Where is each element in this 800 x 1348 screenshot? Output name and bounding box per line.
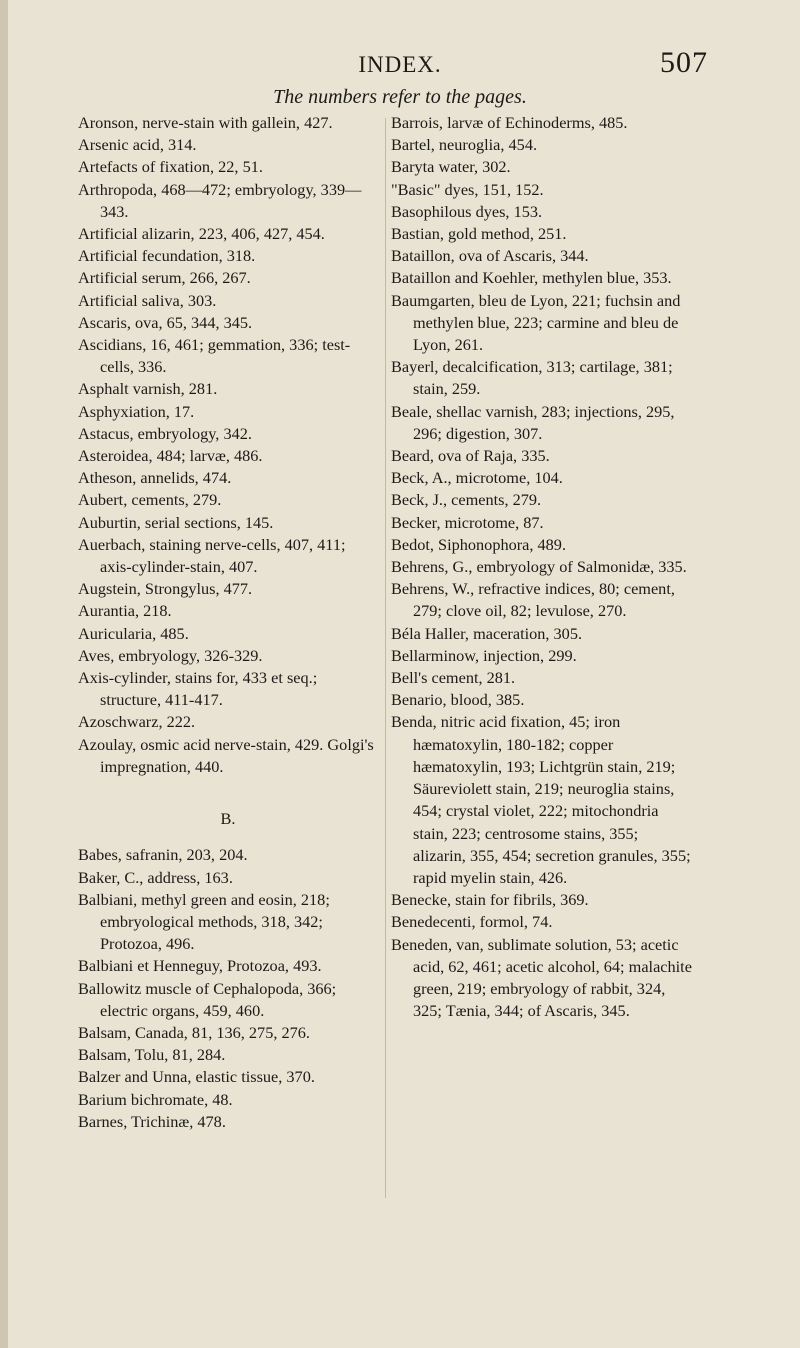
page-edge-shadow: [0, 0, 8, 1348]
index-entry: Auburtin, serial sections, 145.: [78, 512, 274, 532]
index-entry: Bartel, neuroglia, 454.: [391, 135, 538, 155]
index-entry: Benedecenti, formol, 74.: [391, 912, 553, 932]
index-entry: Baryta water, 302.: [391, 157, 511, 177]
index-entry: Aurantia, 218.: [78, 601, 172, 621]
index-entry: Benda, nitric acid fixation, 45; iron hæmatoxylin, 180-182; copper hæmatoxylin, 193; Lichtgrün stain, 219; Säureviolett stain, 219; neuroglia stains, 454; crystal violet, 222; mitochondria stain, 223; centrosome stains, 355; alizarin, 355, 454; secretion granules, 355; rapid myelin stain, 426.: [391, 712, 691, 887]
index-entry: Arthropoda, 468—472; embryology, 339—343.: [78, 179, 362, 221]
index-entry: Aubert, cements, 279.: [78, 490, 222, 510]
index-entry: Balsam, Tolu, 81, 284.: [78, 1045, 226, 1065]
index-entry: Behrens, W., refractive indices, 80; cement, 279; clove oil, 82; levulose, 270.: [391, 579, 675, 621]
index-entry: Asphalt varnish, 281.: [78, 379, 218, 399]
index-entry: Asteroidea, 484; larvæ, 486.: [78, 446, 263, 466]
index-entry: Axis-cylinder, stains for, 433 et seq.; structure, 411-417.: [78, 668, 318, 710]
index-entry: Bataillon and Koehler, methylen blue, 353.: [391, 268, 672, 288]
index-entry: Behrens, G., embryology of Salmonidæ, 335.: [391, 557, 687, 577]
column-divider: [385, 118, 386, 1198]
index-entry: Artificial fecundation, 318.: [78, 246, 256, 266]
page-title: INDEX.: [358, 52, 442, 77]
index-entry: Aronson, nerve-stain with gallein, 427.: [78, 113, 333, 132]
index-entry: Bedot, Siphonophora, 489.: [391, 534, 567, 554]
page-number: 507: [660, 46, 708, 79]
index-entry: Bastian, gold method, 251.: [391, 224, 567, 244]
index-entry: Bell's cement, 281.: [391, 668, 516, 688]
section-letter-b: B.: [220, 809, 236, 829]
index-entry: Benario, blood, 385.: [391, 690, 525, 710]
index-entry: Bayerl, decalcification, 313; cartilage, 381; stain, 259.: [391, 357, 673, 399]
index-entry: Beale, shellac varnish, 283; injections, 295, 296; digestion, 307.: [391, 401, 675, 443]
index-entry: Becker, microtome, 87.: [391, 512, 544, 532]
index-entry: Barnes, Trichinæ, 478.: [78, 1111, 226, 1131]
index-entry: Artefacts of fixation, 22, 51.: [78, 157, 263, 177]
index-entry: Beck, J., cements, 279.: [391, 490, 542, 510]
index-entry: Beard, ova of Raja, 335.: [391, 446, 550, 466]
index-entry: Bataillon, ova of Ascaris, 344.: [391, 246, 589, 266]
left-column: [78, 112, 378, 1133]
index-entry: Benecke, stain for fibrils, 369.: [391, 890, 589, 910]
index-entry: Ascaris, ova, 65, 344, 345.: [78, 312, 253, 332]
index-entry: Béla Haller, maceration, 305.: [391, 623, 583, 643]
index-entry: Auerbach, staining nerve-cells, 407, 411; axis-cylinder-stain, 407.: [78, 534, 346, 577]
index-entry: Auricularia, 485.: [78, 623, 189, 643]
index-entry: Barrois, larvæ of Echinoderms, 485.: [391, 113, 628, 132]
index-entry: Beck, A., microtome, 104.: [391, 468, 563, 488]
index-entry: Astacus, embryology, 342.: [78, 423, 252, 443]
index-entry: Artificial saliva, 303.: [78, 290, 217, 310]
index-entry: Arsenic acid, 314.: [78, 135, 197, 155]
index-entry: Ballowitz muscle of Cephalopoda, 366; electric organs, 459, 460.: [78, 978, 337, 1020]
index-entry: Artificial alizarin, 223, 406, 427, 454.: [78, 224, 325, 244]
index-entry: Balbiani, methyl green and eosin, 218; embryological methods, 318, 342; Protozoa, 496.: [78, 889, 330, 954]
index-entry: Azoulay, osmic acid nerve-stain, 429. Golgi's impregnation, 440.: [78, 734, 374, 776]
right-column: [391, 112, 693, 1022]
index-entry: Babes, safranin, 203, 204.: [78, 845, 248, 865]
index-entry: Bellarminow, injection, 299.: [391, 645, 577, 665]
index-entry: Atheson, annelids, 474.: [78, 468, 232, 488]
index-entry: Baumgarten, bleu de Lyon, 221; fuchsin and methylen blue, 223; carmine and bleu de Lyon, 261.: [391, 290, 681, 355]
index-entry: Barium bichromate, 48.: [78, 1089, 233, 1109]
index-entry: Balzer and Unna, elastic tissue, 370.: [78, 1067, 315, 1087]
index-entry: Balbiani et Henneguy, Protozoa, 493.: [78, 956, 322, 976]
index-entry: Ascidians, 16, 461; gemmation, 336; test-cells, 336.: [78, 335, 351, 377]
index-entry: Basophilous dyes, 153.: [391, 201, 543, 221]
index-entry: Beneden, van, sublimate solution, 53; acetic acid, 62, 461; acetic alcohol, 64; malachite green, 219; embryology of rabbit, 324, 325; Tænia, 344; of Ascaris, 345.: [391, 934, 692, 1021]
index-entry: Baker, C., address, 163.: [78, 867, 233, 887]
index-entry: "Basic" dyes, 151, 152.: [391, 179, 544, 199]
index-entry: Azoschwarz, 222.: [78, 712, 196, 732]
index-entry: Balsam, Canada, 81, 136, 275, 276.: [78, 1022, 310, 1042]
page-subtitle: The numbers refer to the pages.: [273, 86, 527, 108]
index-entry: Aves, embryology, 326-329.: [78, 645, 263, 665]
index-entry: Augstein, Strongylus, 477.: [78, 579, 253, 599]
index-entry: Artificial serum, 266, 267.: [78, 268, 251, 288]
index-entry: Asphyxiation, 17.: [78, 401, 195, 421]
